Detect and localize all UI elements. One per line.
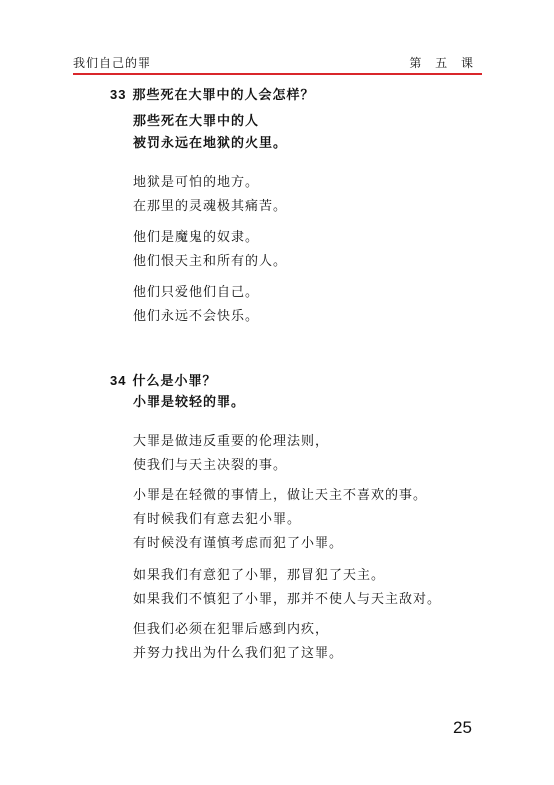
answer-34 bbox=[133, 392, 245, 414]
text-line: 使我们与天主决裂的事。 bbox=[133, 458, 288, 473]
question-number: 33 bbox=[110, 87, 127, 102]
answer-line: 那些死在大罪中的人 bbox=[133, 114, 260, 129]
running-header bbox=[73, 54, 482, 70]
paragraph bbox=[133, 430, 329, 478]
text-line: 小罪是在轻微的事情上，做让天主不喜欢的事。 bbox=[133, 488, 428, 503]
header-divider bbox=[73, 73, 482, 75]
answer-33 bbox=[133, 111, 287, 155]
text-line: 大罪是做违反重要的伦理法则， bbox=[133, 434, 330, 449]
paragraph bbox=[133, 226, 287, 274]
text-line: 如果我们有意犯了小罪，那冒犯了天主。 bbox=[133, 568, 386, 583]
text-line: 有时候我们有意去犯小罪。 bbox=[133, 512, 302, 527]
text-line: 并努力找出为什么我们犯了这罪。 bbox=[133, 646, 344, 661]
text-line: 他们永远不会快乐。 bbox=[133, 309, 260, 324]
text-line: 在那里的灵魂极其痛苦。 bbox=[133, 199, 288, 214]
question-text: 那些死在大罪中的人会怎样？ bbox=[132, 88, 315, 103]
page-number: 25 bbox=[453, 718, 472, 737]
paragraph bbox=[133, 564, 441, 612]
text-line: 有时候没有谨慎考虑而犯了小罪。 bbox=[133, 536, 344, 551]
question-34 bbox=[110, 370, 216, 389]
question-number: 34 bbox=[110, 373, 127, 388]
paragraph bbox=[133, 281, 259, 329]
text-line: 地狱是可怕的地方。 bbox=[133, 175, 260, 190]
question-33 bbox=[110, 84, 314, 103]
answer-line: 被罚永远在地狱的火里。 bbox=[133, 136, 288, 151]
text-line: 他们是魔鬼的奴隶。 bbox=[133, 230, 260, 245]
paragraph bbox=[133, 484, 427, 556]
text-line: 但我们必须在犯罪后感到内疚， bbox=[133, 622, 330, 637]
answer-line: 小罪是较轻的罪。 bbox=[133, 395, 246, 410]
paragraph bbox=[133, 171, 287, 219]
paragraph bbox=[133, 618, 343, 666]
lesson-label: 第 五 课 bbox=[409, 56, 478, 70]
text-line: 他们只爱他们自己。 bbox=[133, 285, 260, 300]
question-text: 什么是小罪？ bbox=[132, 374, 217, 389]
text-line: 他们恨天主和所有的人。 bbox=[133, 254, 288, 269]
chapter-title: 我们自己的罪 bbox=[73, 56, 152, 70]
text-line: 如果我们不慎犯了小罪，那并不使人与天主敌对。 bbox=[133, 592, 442, 607]
